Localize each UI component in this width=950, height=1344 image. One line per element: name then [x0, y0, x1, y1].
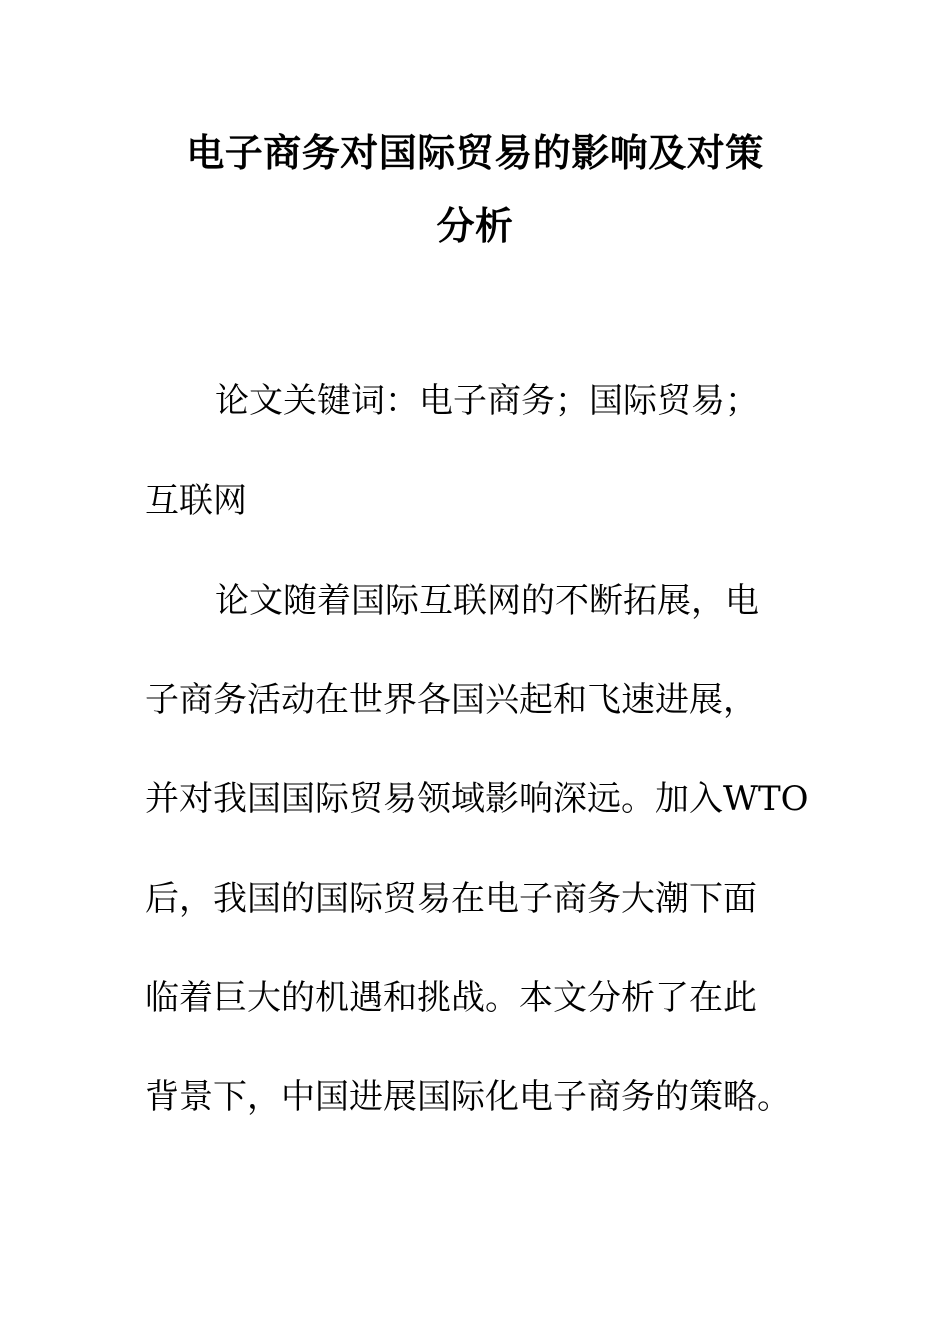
abstract-line-6: 背景下，中国进展国际化电子商务的策略。: [145, 1077, 791, 1117]
abstract-line-3: 并对我国国际贸易领域影响深远。加入WTO: [145, 779, 809, 819]
abstract-line-4: 后，我国的国际贸易在电子商务大潮下面: [145, 879, 757, 919]
keywords-line: 论文关键词：电子商务；国际贸易；: [215, 381, 759, 421]
keywords-line-continued: 互联网: [145, 481, 247, 521]
document-title-line-2: 分析: [436, 204, 514, 248]
abstract-line-5: 临着巨大的机遇和挑战。本文分析了在此: [145, 978, 757, 1018]
abstract-line-2: 子商务活动在世界各国兴起和飞速进展，: [145, 680, 757, 720]
document-title-line-1: 电子商务对国际贸易的影响及对策: [186, 131, 764, 175]
abstract-line-1: 论文随着国际互联网的不断拓展，电: [215, 581, 759, 621]
